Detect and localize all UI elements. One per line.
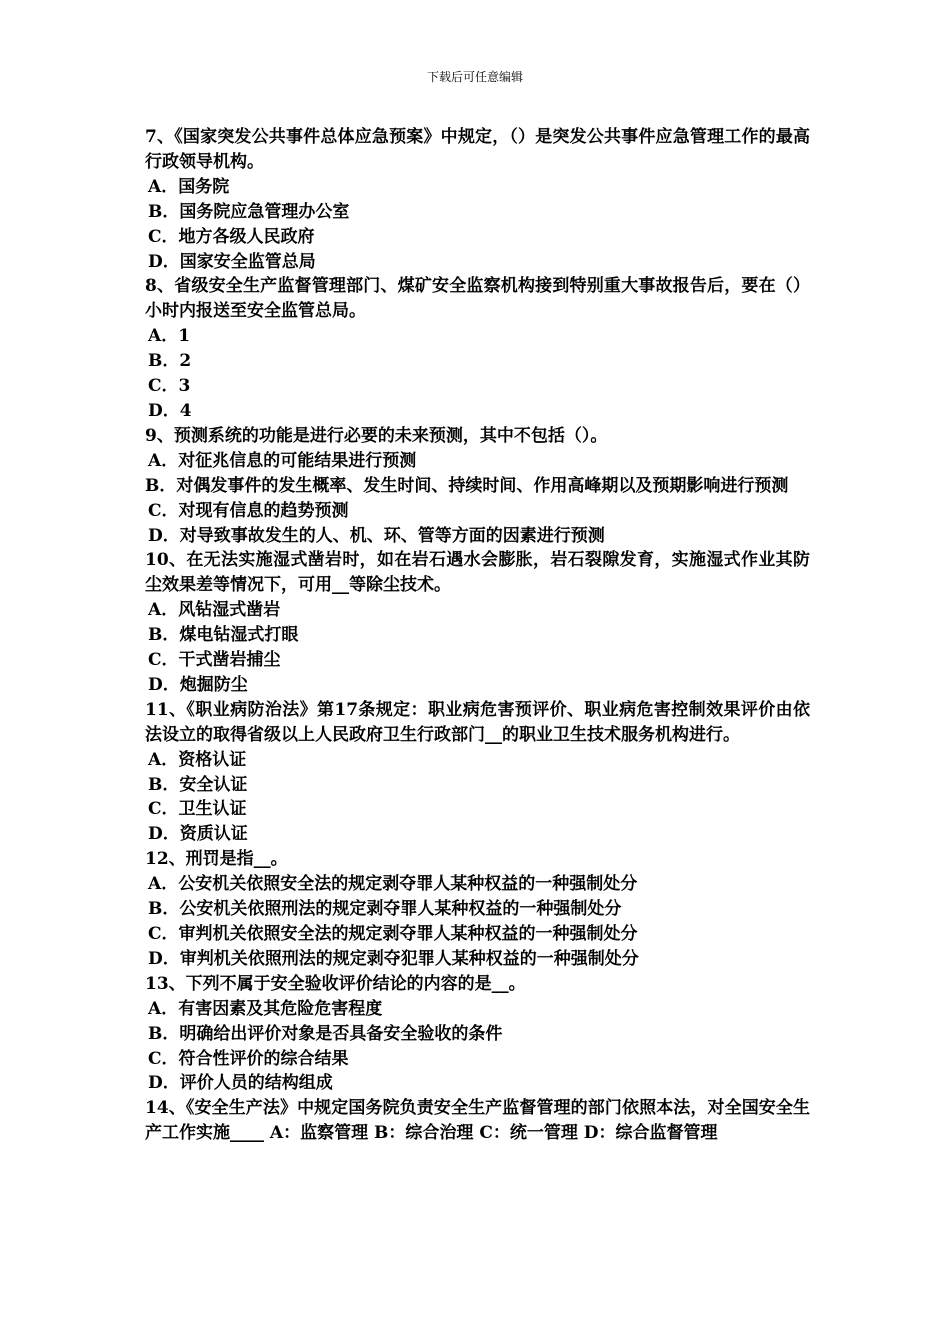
option-d: D．对导致事故发生的人、机、环、管等方面的因素进行预测: [148, 525, 605, 546]
question-item: [145, 1096, 810, 1146]
question-item: [145, 274, 810, 423]
question-stem: 14、《安全生产法》中规定国务院负责安全生产监督管理的部门依照本法，对全国安全生产工作实施____ A：监察管理 B：综合治理 C：统一管理 D：综合监督管理: [145, 1098, 810, 1144]
option-b: B．煤电钻湿式打眼: [148, 625, 299, 646]
option-a: A．对征兆信息的可能结果进行预测: [148, 450, 417, 471]
question-item: [145, 424, 810, 549]
question-item: [145, 847, 810, 972]
option-a: A．风钻湿式凿岩: [148, 600, 281, 621]
option-b: B．对偶发事件的发生概率、发生时间、持续时间、作用高峰期以及预期影响进行预测: [145, 475, 789, 496]
option-c: C．审判机关依照安全法的规定剥夺罪人某种权益的一种强制处分: [148, 924, 638, 944]
question-stem: 12、刑罚是指__。: [145, 849, 288, 870]
option-c: C．干式凿岩捕尘: [148, 650, 281, 671]
option-b: B．2: [148, 351, 192, 372]
option-b: B．明确给出评价对象是否具备安全验收的条件: [148, 1023, 503, 1044]
question-item: [145, 548, 810, 697]
option-c: C．地方各级人民政府: [148, 226, 315, 247]
question-stem: 8、省级安全生产监督管理部门、煤矿安全监察机构接到特别重大事故报告后，要在（）小时内报送至安全监管总局。: [145, 276, 810, 322]
question-stem: 10、在无法实施湿式凿岩时，如在岩石遇水会膨胀，岩石裂隙发育，实施湿式作业其防尘效果差等情况下，可用__等除尘技术。: [145, 550, 810, 596]
option-a: A．公安机关依照安全法的规定剥夺罪人某种权益的一种强制处分: [148, 874, 638, 895]
page-header: 下载后可任意编辑: [426, 70, 523, 84]
question-stem: 13、下列不属于安全验收评价结论的内容的是__。: [145, 973, 526, 994]
question-item: [145, 698, 810, 847]
option-c: C．卫生认证: [148, 799, 247, 820]
question-item: [145, 972, 810, 1097]
option-b: B．公安机关依照刑法的规定剥夺罪人某种权益的一种强制处分: [148, 899, 622, 920]
option-b: B．国务院应急管理办公室: [148, 201, 350, 222]
question-stem: 7、《国家突发公共事件总体应急预案》中规定，（）是突发公共事件应急管理工作的最高行政领导机构。: [145, 127, 810, 172]
option-d: D．4: [148, 400, 192, 421]
question-stem: 9、预测系统的功能是进行必要的未来预测，其中不包括（）。: [145, 425, 608, 446]
option-d: D．资质认证: [148, 824, 248, 845]
option-c: C．符合性评价的综合结果: [148, 1048, 349, 1069]
option-a: A．有害因素及其危险危害程度: [148, 998, 383, 1019]
question-item: [145, 125, 810, 274]
question-list: [145, 125, 810, 1146]
question-stem: 11、《职业病防治法》第17条规定：职业病危害预评价、职业病危害控制效果评价由依法设立的取得省级以上人民政府卫生行政部门__的职业卫生技术服务机构进行。: [145, 699, 810, 745]
option-c: C．3: [148, 376, 191, 397]
option-d: D．审判机关依照刑法的规定剥夺犯罪人某种权益的一种强制处分: [148, 948, 639, 969]
option-b: B．安全认证: [148, 774, 248, 795]
option-a: A．资格认证: [148, 749, 247, 770]
option-d: D．国家安全监管总局: [148, 251, 316, 272]
option-d: D．炮掘防尘: [148, 674, 248, 695]
option-a: A．1: [148, 326, 191, 347]
option-d: D．评价人员的结构组成: [148, 1073, 333, 1094]
option-a: A．国务院: [148, 176, 230, 197]
option-c: C．对现有信息的趋势预测: [148, 500, 349, 521]
